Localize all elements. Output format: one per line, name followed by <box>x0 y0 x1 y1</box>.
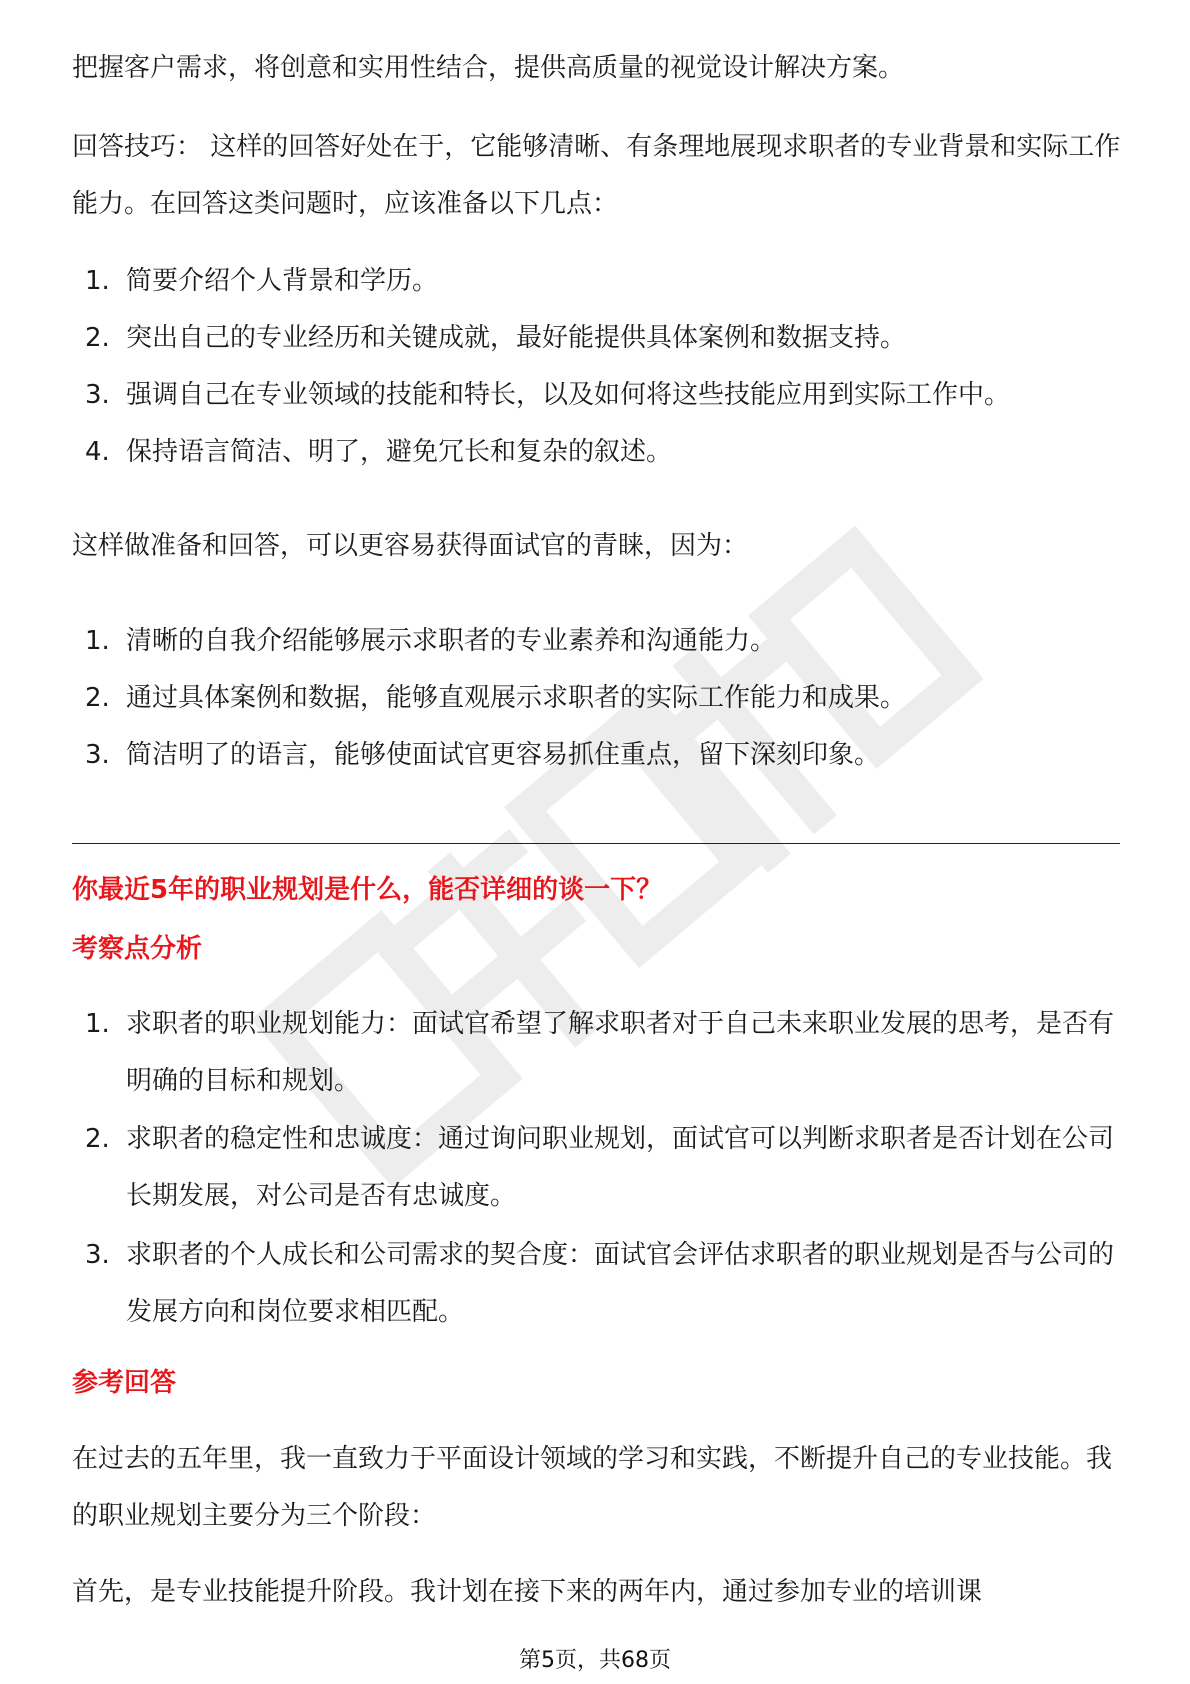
list-item <box>85 1111 1125 1225</box>
list-number: 3. <box>85 740 110 770</box>
list-text: 求职者的职业规划能力：面试官希望了解求职者对于自己未来职业发展的思考，是否有明确的目标和规划。 <box>126 1009 1115 1096</box>
answer-paragraph: 在过去的五年里，我一直致力于平面设计领域的学习和实践，不断提升自己的专业技能。我的职业规划主要分为三个阶段： <box>72 1444 1113 1531</box>
list-text: 突出自己的专业经历和关键成就，最好能提供具体案例和数据支持。 <box>126 323 907 353</box>
answer-paragraph: 首先，是专业技能提升阶段。我计划在接下来的两年内，通过参加专业的培训课 <box>72 1577 983 1607</box>
list-item <box>85 613 1125 670</box>
list-number: 3. <box>85 1240 110 1270</box>
list-item <box>85 424 1125 481</box>
list-number: 1. <box>85 626 110 656</box>
section-divider <box>72 843 1120 844</box>
list-text: 保持语言简洁、明了，避免冗长和复杂的叙述。 <box>126 437 673 467</box>
list-item <box>85 727 1125 784</box>
list-number: 1. <box>85 1009 110 1039</box>
list-item <box>85 1227 1125 1341</box>
list-text: 清晰的自我介绍能够展示求职者的专业素养和沟通能力。 <box>126 626 777 656</box>
tips-paragraph: 回答技巧： 这样的回答好处在于，它能够清晰、有条理地展现求职者的专业背景和实际工作能力。在回答这类问题时，应该准备以下几点： <box>72 132 1121 219</box>
list-number: 4. <box>85 437 110 467</box>
analysis-heading: 考察点分析 <box>72 934 203 964</box>
list-text: 简要介绍个人背景和学历。 <box>126 266 439 296</box>
list-item <box>85 310 1125 367</box>
list-text: 简洁明了的语言，能够使面试官更容易抓住重点，留下深刻印象。 <box>126 740 881 770</box>
list-number: 2. <box>85 323 110 353</box>
question-title: 你最近5年的职业规划是什么，能否详细的谈一下？ <box>72 875 663 905</box>
list-item <box>85 670 1125 727</box>
list-item <box>85 253 1125 310</box>
list-number: 2. <box>85 1124 110 1154</box>
list-text: 通过具体案例和数据，能够直观展示求职者的实际工作能力和成果。 <box>126 683 907 713</box>
list-text: 强调自己在专业领域的技能和特长，以及如何将这些技能应用到实际工作中。 <box>126 380 1011 410</box>
list-text: 求职者的个人成长和公司需求的契合度：面试官会评估求职者的职业规划是否与公司的发展方向和岗位要求相匹配。 <box>126 1240 1115 1327</box>
list-text: 求职者的稳定性和忠诚度：通过询问职业规划，面试官可以判断求职者是否计划在公司长期发展，对公司是否有忠诚度。 <box>126 1124 1115 1211</box>
list-number: 3. <box>85 380 110 410</box>
list-number: 1. <box>85 266 110 296</box>
list-item <box>85 996 1125 1110</box>
list-number: 2. <box>85 683 110 713</box>
reasons-paragraph: 这样做准备和回答，可以更容易获得面试官的青睐，因为： <box>72 531 749 561</box>
list-item <box>85 367 1125 424</box>
page-number: 第5页，共68页 <box>519 1648 671 1673</box>
answer-heading: 参考回答 <box>72 1368 177 1398</box>
intro-line: 把握客户需求，将创意和实用性结合，提供高质量的视觉设计解决方案。 <box>72 53 905 83</box>
